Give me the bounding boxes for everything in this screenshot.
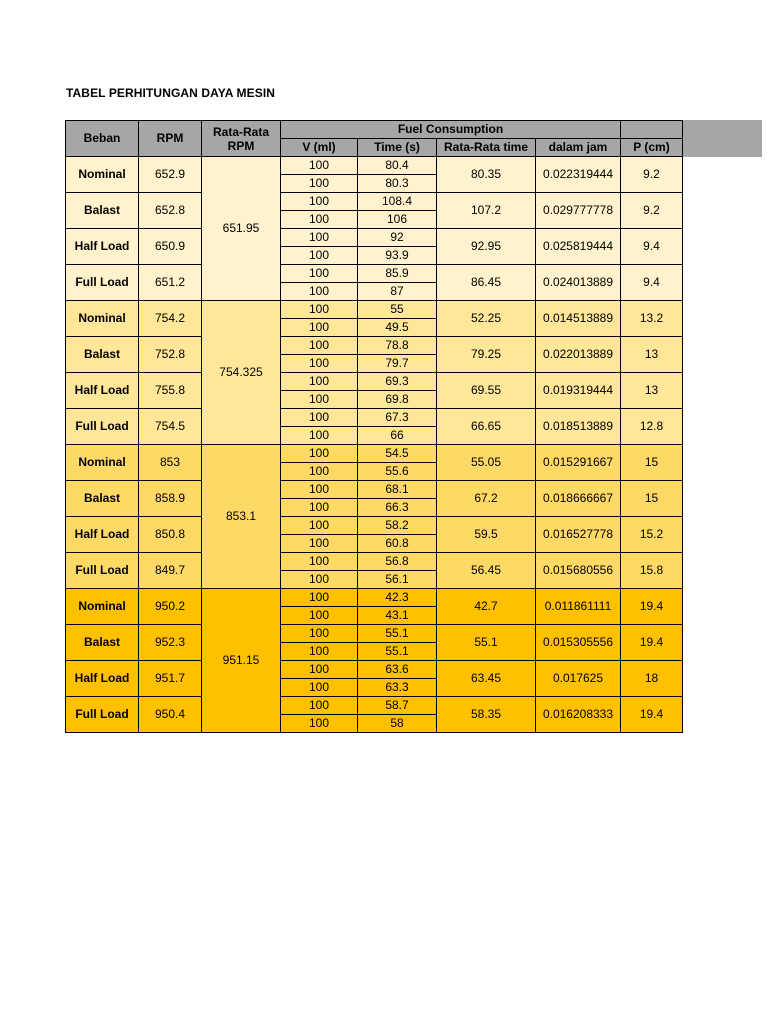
header-avg-rpm: Rata-Rata RPM bbox=[202, 121, 281, 157]
beban-cell: Full Load bbox=[66, 697, 139, 733]
time-cell: 43.1 bbox=[358, 607, 437, 625]
avg-time-cell: 80.35 bbox=[437, 157, 536, 193]
v-ml-cell: 100 bbox=[281, 211, 358, 229]
table-row bbox=[66, 697, 683, 715]
table-row bbox=[66, 661, 683, 679]
p-cm-cell: 15.8 bbox=[621, 553, 683, 589]
v-ml-cell: 100 bbox=[281, 283, 358, 301]
table-row bbox=[66, 481, 683, 499]
beban-cell: Half Load bbox=[66, 229, 139, 265]
time-cell: 80.4 bbox=[358, 157, 437, 175]
v-ml-cell: 100 bbox=[281, 571, 358, 589]
time-cell: 55.1 bbox=[358, 625, 437, 643]
v-ml-cell: 100 bbox=[281, 625, 358, 643]
dalam-jam-cell: 0.018513889 bbox=[536, 409, 621, 445]
header-v-ml: V (ml) bbox=[281, 139, 358, 157]
header-p-cm: P (cm) bbox=[621, 139, 683, 157]
p-cm-cell: 13 bbox=[621, 337, 683, 373]
dalam-jam-cell: 0.029777778 bbox=[536, 193, 621, 229]
v-ml-cell: 100 bbox=[281, 535, 358, 553]
time-cell: 67.3 bbox=[358, 409, 437, 427]
rpm-cell: 858.9 bbox=[139, 481, 202, 517]
beban-cell: Nominal bbox=[66, 589, 139, 625]
p-cm-cell: 19.4 bbox=[621, 697, 683, 733]
beban-cell: Nominal bbox=[66, 301, 139, 337]
header-dalam-jam: dalam jam bbox=[536, 139, 621, 157]
avg-time-cell: 86.45 bbox=[437, 265, 536, 301]
p-cm-cell: 12.8 bbox=[621, 409, 683, 445]
v-ml-cell: 100 bbox=[281, 157, 358, 175]
time-cell: 78.8 bbox=[358, 337, 437, 355]
beban-cell: Balast bbox=[66, 193, 139, 229]
time-cell: 55.6 bbox=[358, 463, 437, 481]
rpm-cell: 951.7 bbox=[139, 661, 202, 697]
time-cell: 93.9 bbox=[358, 247, 437, 265]
dalam-jam-cell: 0.022319444 bbox=[536, 157, 621, 193]
time-cell: 63.3 bbox=[358, 679, 437, 697]
time-cell: 66.3 bbox=[358, 499, 437, 517]
time-cell: 55 bbox=[358, 301, 437, 319]
table-row bbox=[66, 265, 683, 283]
v-ml-cell: 100 bbox=[281, 193, 358, 211]
rpm-cell: 849.7 bbox=[139, 553, 202, 589]
avg-rpm-cell: 853.1 bbox=[202, 445, 281, 589]
time-cell: 60.8 bbox=[358, 535, 437, 553]
table-row bbox=[66, 625, 683, 643]
document-title: TABEL PERHITUNGAN DAYA MESIN bbox=[66, 86, 276, 100]
avg-time-cell: 69.55 bbox=[437, 373, 536, 409]
dalam-jam-cell: 0.022013889 bbox=[536, 337, 621, 373]
v-ml-cell: 100 bbox=[281, 373, 358, 391]
avg-time-cell: 59.5 bbox=[437, 517, 536, 553]
beban-cell: Full Load bbox=[66, 553, 139, 589]
dalam-jam-cell: 0.025819444 bbox=[536, 229, 621, 265]
rpm-cell: 950.4 bbox=[139, 697, 202, 733]
time-cell: 87 bbox=[358, 283, 437, 301]
beban-cell: Balast bbox=[66, 481, 139, 517]
engine-power-table bbox=[65, 120, 683, 733]
header-time-s: Time (s) bbox=[358, 139, 437, 157]
avg-time-cell: 55.1 bbox=[437, 625, 536, 661]
v-ml-cell: 100 bbox=[281, 607, 358, 625]
p-cm-cell: 15.2 bbox=[621, 517, 683, 553]
v-ml-cell: 100 bbox=[281, 463, 358, 481]
avg-time-cell: 79.25 bbox=[437, 337, 536, 373]
v-ml-cell: 100 bbox=[281, 301, 358, 319]
time-cell: 63.6 bbox=[358, 661, 437, 679]
time-cell: 79.7 bbox=[358, 355, 437, 373]
header-row-top bbox=[66, 121, 683, 139]
time-cell: 69.8 bbox=[358, 391, 437, 409]
dalam-jam-cell: 0.011861111 bbox=[536, 589, 621, 625]
table-body bbox=[66, 157, 683, 733]
v-ml-cell: 100 bbox=[281, 499, 358, 517]
dalam-jam-cell: 0.024013889 bbox=[536, 265, 621, 301]
table-row bbox=[66, 517, 683, 535]
p-cm-cell: 9.2 bbox=[621, 193, 683, 229]
avg-rpm-cell: 754.325 bbox=[202, 301, 281, 445]
rpm-cell: 650.9 bbox=[139, 229, 202, 265]
avg-time-cell: 66.65 bbox=[437, 409, 536, 445]
header-avg-time: Rata-Rata time bbox=[437, 139, 536, 157]
beban-cell: Half Load bbox=[66, 661, 139, 697]
time-cell: 42.3 bbox=[358, 589, 437, 607]
table-row bbox=[66, 301, 683, 319]
p-cm-cell: 18 bbox=[621, 661, 683, 697]
beban-cell: Nominal bbox=[66, 157, 139, 193]
p-cm-cell: 9.4 bbox=[621, 229, 683, 265]
time-cell: 69.3 bbox=[358, 373, 437, 391]
v-ml-cell: 100 bbox=[281, 715, 358, 733]
rpm-cell: 754.2 bbox=[139, 301, 202, 337]
table-row bbox=[66, 589, 683, 607]
v-ml-cell: 100 bbox=[281, 661, 358, 679]
rpm-cell: 850.8 bbox=[139, 517, 202, 553]
v-ml-cell: 100 bbox=[281, 643, 358, 661]
table-row bbox=[66, 409, 683, 427]
p-cm-cell: 15 bbox=[621, 481, 683, 517]
avg-time-cell: 42.7 bbox=[437, 589, 536, 625]
v-ml-cell: 100 bbox=[281, 679, 358, 697]
rpm-cell: 652.8 bbox=[139, 193, 202, 229]
table-row bbox=[66, 229, 683, 247]
beban-cell: Full Load bbox=[66, 409, 139, 445]
rpm-cell: 651.2 bbox=[139, 265, 202, 301]
v-ml-cell: 100 bbox=[281, 175, 358, 193]
avg-time-cell: 63.45 bbox=[437, 661, 536, 697]
time-cell: 92 bbox=[358, 229, 437, 247]
time-cell: 49.5 bbox=[358, 319, 437, 337]
avg-time-cell: 55.05 bbox=[437, 445, 536, 481]
time-cell: 58.2 bbox=[358, 517, 437, 535]
time-cell: 68.1 bbox=[358, 481, 437, 499]
rpm-cell: 652.9 bbox=[139, 157, 202, 193]
table-row bbox=[66, 337, 683, 355]
v-ml-cell: 100 bbox=[281, 319, 358, 337]
beban-cell: Full Load bbox=[66, 265, 139, 301]
table-row bbox=[66, 553, 683, 571]
time-cell: 66 bbox=[358, 427, 437, 445]
table-row bbox=[66, 193, 683, 211]
time-cell: 58 bbox=[358, 715, 437, 733]
dalam-jam-cell: 0.019319444 bbox=[536, 373, 621, 409]
time-cell: 58.7 bbox=[358, 697, 437, 715]
dalam-jam-cell: 0.016527778 bbox=[536, 517, 621, 553]
p-cm-cell: 19.4 bbox=[621, 589, 683, 625]
beban-cell: Nominal bbox=[66, 445, 139, 481]
rpm-cell: 755.8 bbox=[139, 373, 202, 409]
dalam-jam-cell: 0.017625 bbox=[536, 661, 621, 697]
p-cm-cell: 9.4 bbox=[621, 265, 683, 301]
time-cell: 56.1 bbox=[358, 571, 437, 589]
rpm-cell: 754.5 bbox=[139, 409, 202, 445]
header-rpm: RPM bbox=[139, 121, 202, 157]
v-ml-cell: 100 bbox=[281, 427, 358, 445]
dalam-jam-cell: 0.015680556 bbox=[536, 553, 621, 589]
dalam-jam-cell: 0.018666667 bbox=[536, 481, 621, 517]
time-cell: 54.5 bbox=[358, 445, 437, 463]
avg-time-cell: 67.2 bbox=[437, 481, 536, 517]
time-cell: 106 bbox=[358, 211, 437, 229]
beban-cell: Half Load bbox=[66, 517, 139, 553]
v-ml-cell: 100 bbox=[281, 445, 358, 463]
p-cm-cell: 13 bbox=[621, 373, 683, 409]
v-ml-cell: 100 bbox=[281, 265, 358, 283]
v-ml-cell: 100 bbox=[281, 481, 358, 499]
v-ml-cell: 100 bbox=[281, 247, 358, 265]
p-cm-cell: 15 bbox=[621, 445, 683, 481]
v-ml-cell: 100 bbox=[281, 589, 358, 607]
v-ml-cell: 100 bbox=[281, 409, 358, 427]
dalam-jam-cell: 0.014513889 bbox=[536, 301, 621, 337]
beban-cell: Balast bbox=[66, 337, 139, 373]
avg-time-cell: 58.35 bbox=[437, 697, 536, 733]
header-beban: Beban bbox=[66, 121, 139, 157]
avg-time-cell: 92.95 bbox=[437, 229, 536, 265]
p-cm-cell: 9.2 bbox=[621, 157, 683, 193]
avg-rpm-cell: 651.95 bbox=[202, 157, 281, 301]
dalam-jam-cell: 0.015305556 bbox=[536, 625, 621, 661]
header-fuel-consumption: Fuel Consumption bbox=[281, 121, 621, 139]
table-row bbox=[66, 445, 683, 463]
v-ml-cell: 100 bbox=[281, 391, 358, 409]
header-air-cell bbox=[621, 121, 683, 139]
p-cm-cell: 13.2 bbox=[621, 301, 683, 337]
avg-time-cell: 52.25 bbox=[437, 301, 536, 337]
avg-time-cell: 56.45 bbox=[437, 553, 536, 589]
table-row bbox=[66, 157, 683, 175]
v-ml-cell: 100 bbox=[281, 517, 358, 535]
avg-time-cell: 107.2 bbox=[437, 193, 536, 229]
time-cell: 85.9 bbox=[358, 265, 437, 283]
time-cell: 56.8 bbox=[358, 553, 437, 571]
v-ml-cell: 100 bbox=[281, 229, 358, 247]
v-ml-cell: 100 bbox=[281, 337, 358, 355]
time-cell: 80.3 bbox=[358, 175, 437, 193]
beban-cell: Balast bbox=[66, 625, 139, 661]
dalam-jam-cell: 0.015291667 bbox=[536, 445, 621, 481]
rpm-cell: 752.8 bbox=[139, 337, 202, 373]
rpm-cell: 950.2 bbox=[139, 589, 202, 625]
beban-cell: Half Load bbox=[66, 373, 139, 409]
v-ml-cell: 100 bbox=[281, 355, 358, 373]
table-row bbox=[66, 373, 683, 391]
rpm-cell: 853 bbox=[139, 445, 202, 481]
v-ml-cell: 100 bbox=[281, 697, 358, 715]
v-ml-cell: 100 bbox=[281, 553, 358, 571]
rpm-cell: 952.3 bbox=[139, 625, 202, 661]
dalam-jam-cell: 0.016208333 bbox=[536, 697, 621, 733]
avg-rpm-cell: 951.15 bbox=[202, 589, 281, 733]
time-cell: 108.4 bbox=[358, 193, 437, 211]
p-cm-cell: 19.4 bbox=[621, 625, 683, 661]
time-cell: 55.1 bbox=[358, 643, 437, 661]
